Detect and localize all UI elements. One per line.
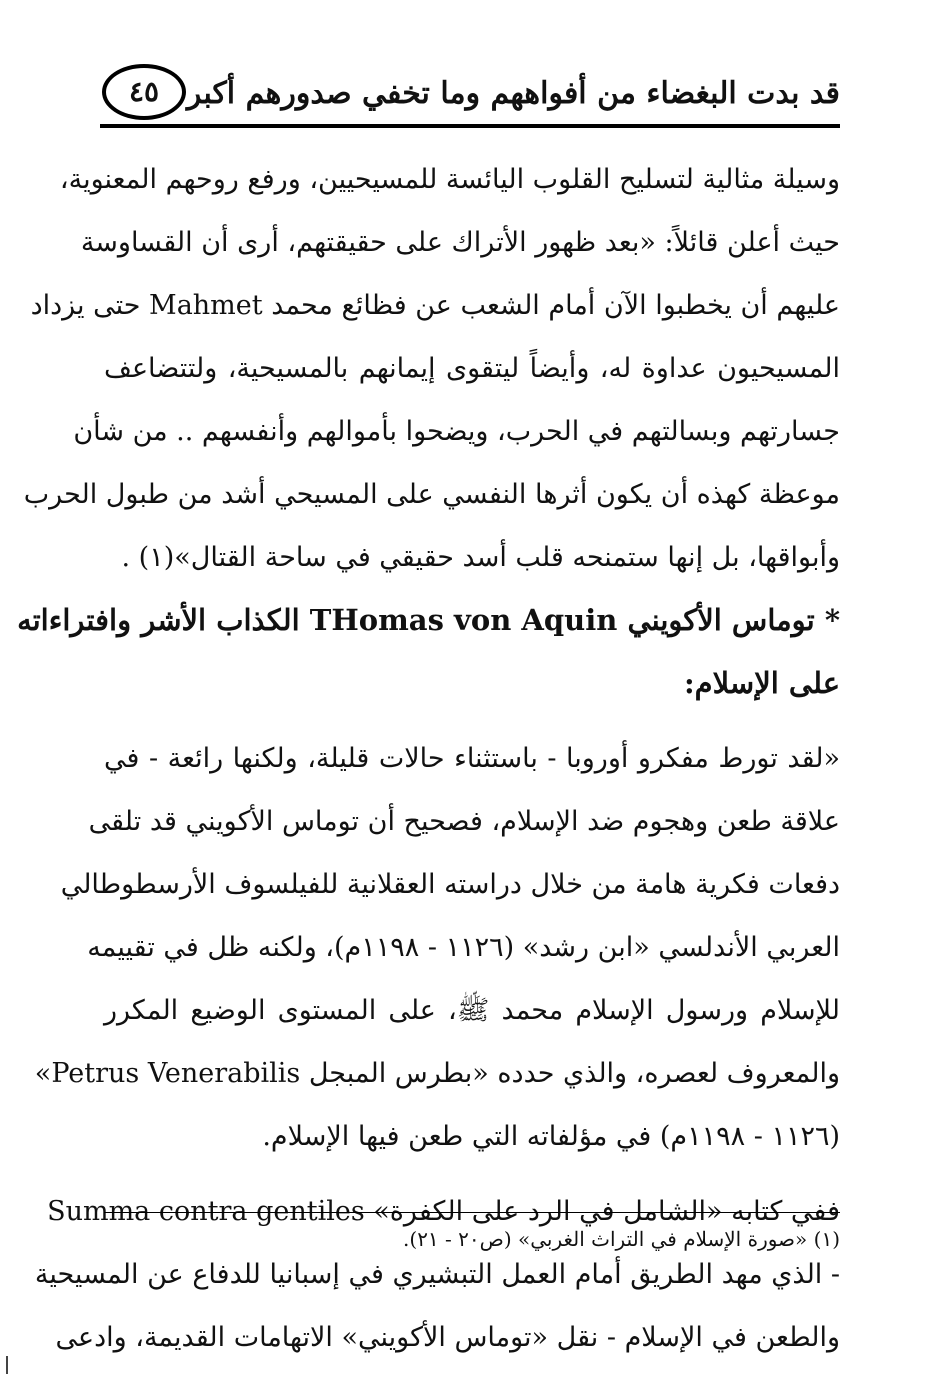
text-line: عليهم أن يخطبوا الآن أمام الشعب عن فظائع محمد Mahmet حتى يزداد [30,290,840,321]
text-line: علاقة طعن وهجوم ضد الإسلام، فصحيح أن توماس الأكويني قد تلقى [88,806,840,837]
text-line: والمعروف لعصره، والذي حدده «بطرس المبجل Petrus Venerabilis» [34,1058,840,1089]
text-line: للإسلام ورسول الإسلام محمد ﷺ، على المستوى الوضيع المكرر [104,995,840,1026]
text-line: موعظة كهذه أن يكون أثرها النفسي على المسيحي أشد من طبول الحرب [23,479,840,510]
text-line: العربي الأندلسي «ابن رشد» (١١٢٦ - ١١٩٨م)، ولكنه ظل في تقييمه [87,932,840,963]
footnote: (١) «صورة الإسلام في التراث الغربي» (ص٢٠ - ٢١). [403,1227,840,1251]
section-heading: * توماس الأكويني THomas von Aquin الكذاب الأشر وافتراءاته [17,603,840,637]
text-line: المسيحيون عداوة له، وأيضاً ليتقوى إيمانهم بالمسيحية، ولتتضاعف [104,353,840,384]
text-line: ففي كتابه «الشامل في الرد على الكفرة» Summa contra gentiles [47,1196,840,1227]
running-title: قد بدت البغضاء من أفواههم وما تخفي صدورهم أكبر [186,76,840,111]
text-line: دفعات فكرية هامة من خلال دراسته العقلانية للفيلسوف الأرسطوطالي [60,869,840,900]
text-line: والطعن في الإسلام - نقل «توماس الأكويني» الاتهامات القديمة، وادعى [55,1322,840,1353]
text-line: (١١٢٦ - ١١٩٨م) في مؤلفاته التي طعن فيها الإسلام. [262,1121,840,1152]
page-header [100,62,840,132]
text-line: «لقد تورط مفكرو أوروبا - باستثناء حالات قليلة، ولكنها رائعة - في [104,743,840,774]
header-rule [100,124,840,128]
page-number-oval [102,64,186,120]
text-line: - الذي مهد الطريق أمام العمل التبشيري في إسبانيا للدفاع عن المسيحية [34,1259,840,1290]
footnote-rule [104,1212,840,1213]
text-line: وأبواقها، بل إنها ستمنحه قلب أسد حقيقي في ساحة القتال»(١) . [121,542,840,573]
page-number: ٤٥ [128,75,160,108]
main-text [17,148,840,1369]
text-line: حيث أعلن قائلاً: «بعد ظهور الأتراك على حقيقتهم، أرى أن القساوسة [80,227,840,258]
page-edge-mark [6,1356,8,1374]
text-line: جسارتهم وبسالتهم في الحرب، ويضحوا بأموالهم وأنفسهم .. من شأن [73,416,840,447]
text-line: وسيلة مثالية لتسليح القلوب اليائسة للمسيحيين، ورفع روحهم المعنوية، [59,164,840,195]
section-heading: على الإسلام: [683,666,840,700]
